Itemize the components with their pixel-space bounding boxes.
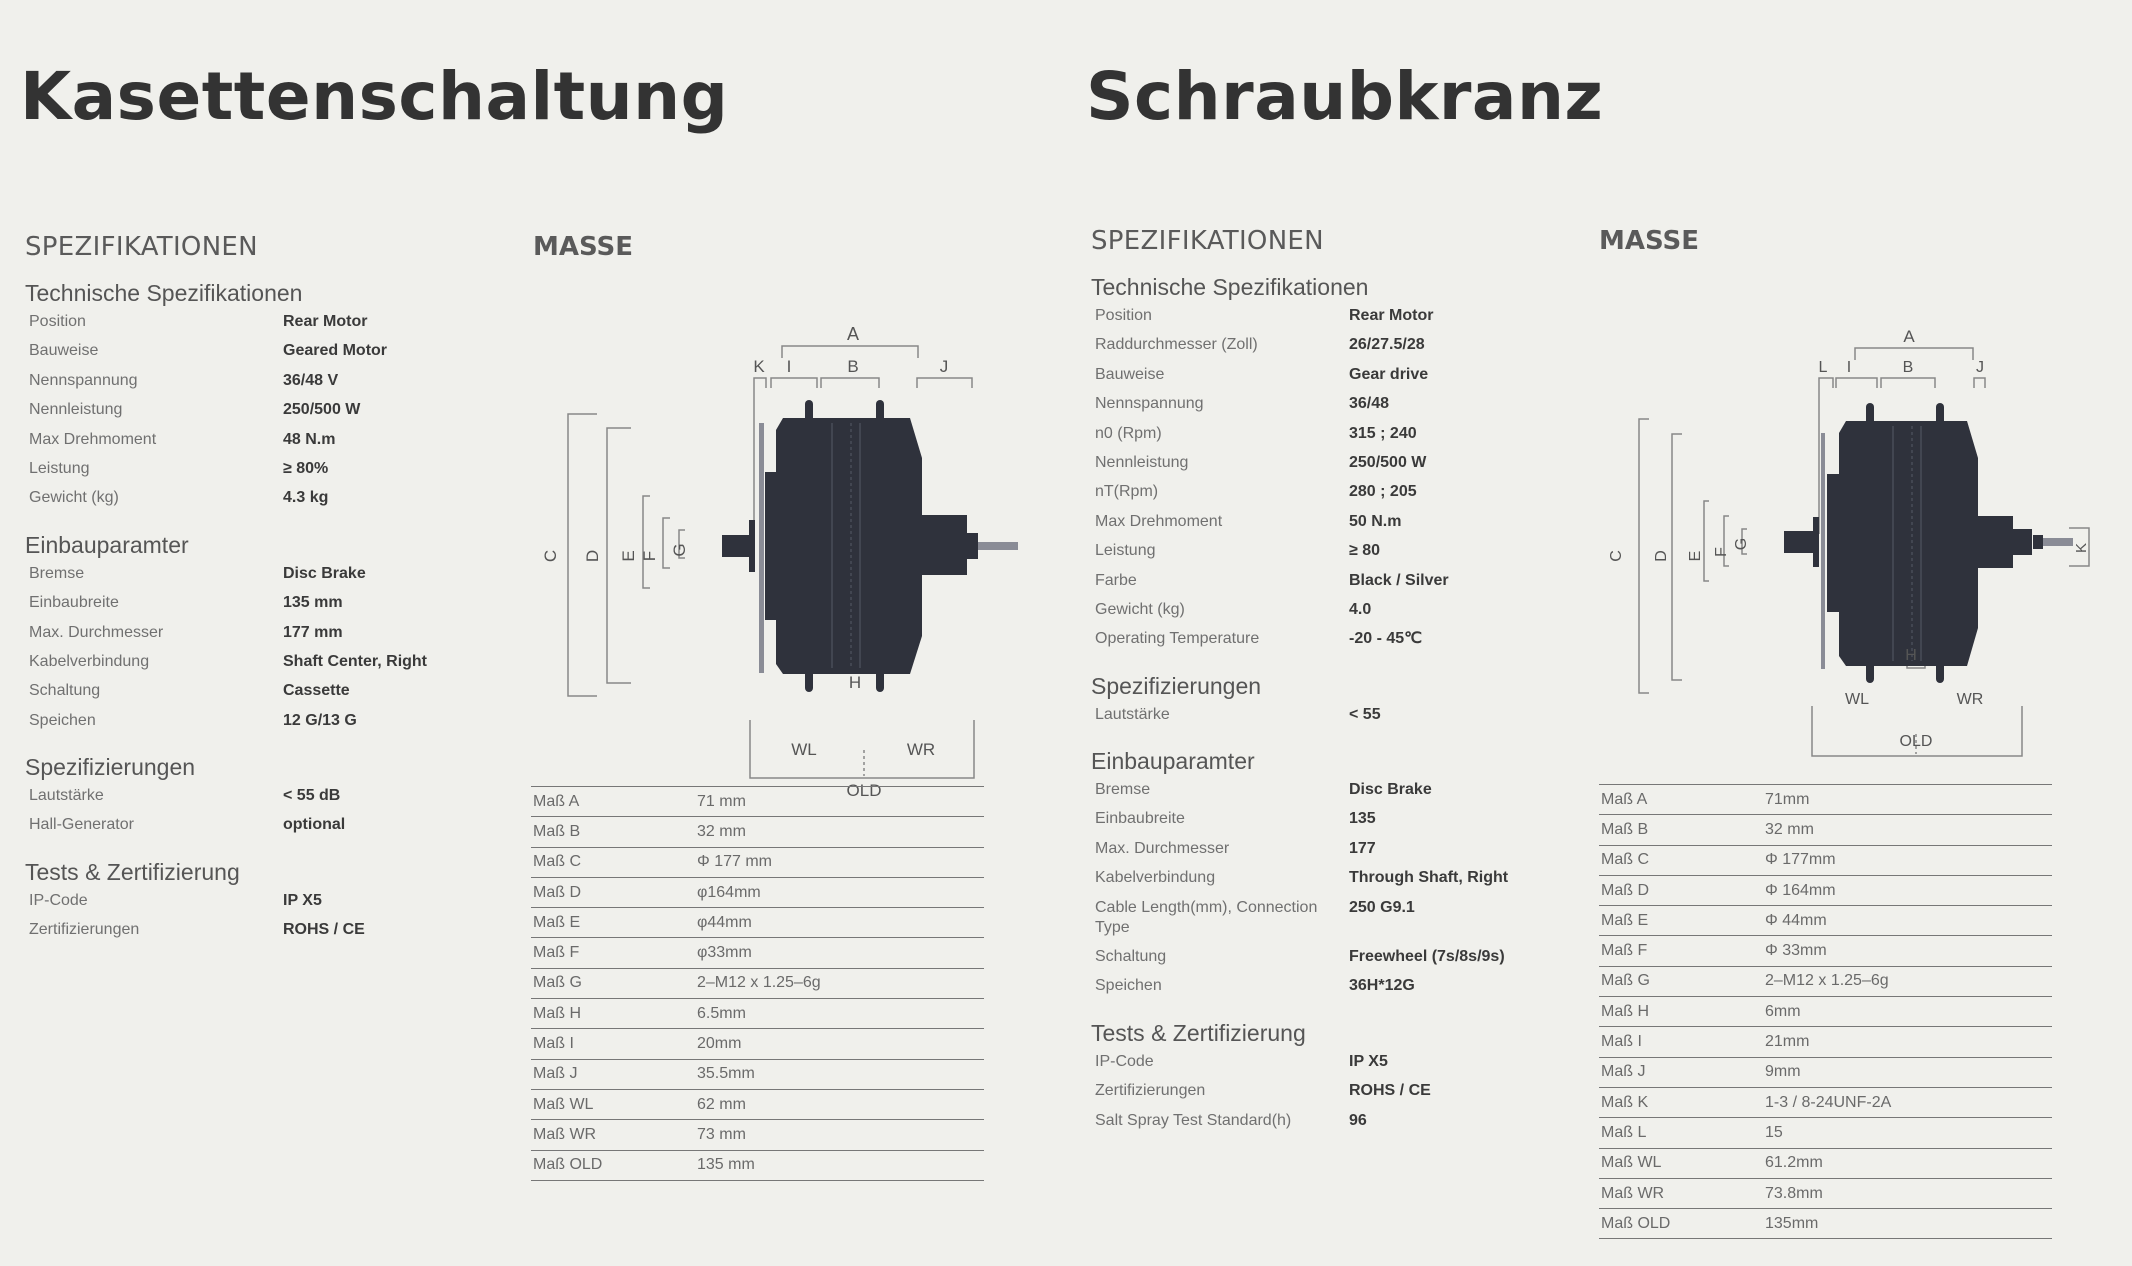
spec-label: Lautstärke bbox=[1095, 705, 1170, 723]
dim-label-c: C bbox=[541, 549, 560, 563]
spec-label: Lautstärke bbox=[29, 787, 104, 805]
dim-label-b: B bbox=[847, 357, 859, 376]
dim-label-e: E bbox=[619, 550, 638, 562]
dimension-value: Φ 33mm bbox=[1763, 936, 2052, 966]
spec-label: Kabelverbindung bbox=[29, 652, 150, 670]
spec-label: Max Drehmoment bbox=[29, 430, 157, 448]
dimension-value: 2–M12 x 1.25–6g bbox=[695, 968, 984, 998]
spec-row bbox=[25, 707, 495, 736]
dim-label-wr: WR bbox=[1956, 691, 1984, 708]
dimension-label: Maß H bbox=[531, 999, 695, 1029]
spec-label: Raddurchmesser (Zoll) bbox=[1095, 336, 1258, 354]
spec-row bbox=[1091, 1107, 1561, 1136]
spec-value: 36H*12G bbox=[1349, 977, 1415, 995]
spec-value: 26/27.5/28 bbox=[1349, 336, 1425, 354]
dim-label-a: A bbox=[1903, 327, 1915, 346]
spec-row bbox=[1091, 478, 1561, 507]
spec-groups bbox=[1091, 274, 1561, 1136]
spec-label: Bremse bbox=[29, 564, 85, 582]
dim-label-e: E bbox=[1687, 550, 1704, 562]
dimension-label: Maß D bbox=[531, 877, 695, 907]
dimension-label: Maß K bbox=[1599, 1087, 1763, 1117]
table-row bbox=[1599, 1148, 2052, 1178]
spec-value: 177 bbox=[1349, 839, 1376, 857]
dimension-value: 9mm bbox=[1763, 1057, 2052, 1087]
dimension-label: Maß F bbox=[531, 938, 695, 968]
spec-value: 4.3 kg bbox=[283, 489, 329, 507]
dimension-label: Maß G bbox=[531, 968, 695, 998]
table-row bbox=[1599, 997, 2052, 1027]
dimension-label: Maß F bbox=[1599, 936, 1763, 966]
spec-row bbox=[25, 589, 495, 618]
spec-value: 135 bbox=[1349, 810, 1376, 828]
dimension-label: Maß A bbox=[1599, 785, 1763, 815]
dim-label-wl: WL bbox=[1845, 691, 1869, 708]
table-row bbox=[531, 877, 984, 907]
spec-value: 177 mm bbox=[283, 623, 343, 641]
spec-row bbox=[1091, 331, 1561, 360]
dimension-value: Φ 164mm bbox=[1763, 875, 2052, 905]
spec-value: Cassette bbox=[283, 682, 350, 700]
dimension-label: Maß G bbox=[1599, 966, 1763, 996]
table-row bbox=[531, 938, 984, 968]
dimension-value: 6mm bbox=[1763, 997, 2052, 1027]
table-row bbox=[1599, 1178, 2052, 1208]
spec-value: Freewheel (7s/8s/9s) bbox=[1349, 948, 1505, 966]
spec-value: Shaft Center, Right bbox=[283, 652, 428, 670]
table-row bbox=[531, 1120, 984, 1150]
spec-row bbox=[1091, 449, 1561, 478]
dimension-value: 6.5mm bbox=[695, 999, 984, 1029]
spec-group bbox=[25, 859, 495, 946]
table-row bbox=[1599, 875, 2052, 905]
spec-row bbox=[1091, 508, 1561, 537]
spec-row bbox=[1091, 701, 1561, 730]
dimension-value: 35.5mm bbox=[695, 1059, 984, 1089]
spec-row bbox=[1091, 1077, 1561, 1106]
spec-label: Leistung bbox=[29, 459, 90, 477]
table-row bbox=[531, 999, 984, 1029]
spec-label: Salt Spray Test Standard(h) bbox=[1095, 1111, 1292, 1129]
spec-group bbox=[1091, 748, 1561, 1002]
spec-row bbox=[1091, 420, 1561, 449]
dimension-value: 62 mm bbox=[695, 1089, 984, 1119]
spec-label: IP-Code bbox=[29, 891, 88, 909]
dimension-value: φ164mm bbox=[695, 877, 984, 907]
dim-label-b: B bbox=[1902, 359, 1914, 376]
spec-label: Max. Durchmesser bbox=[29, 623, 164, 641]
spec-group bbox=[25, 754, 495, 841]
dim-label-h: H bbox=[848, 673, 862, 692]
dim-label-g: G bbox=[1733, 537, 1750, 551]
spec-row bbox=[25, 484, 495, 513]
spec-value: 280 ; 205 bbox=[1349, 483, 1417, 501]
dimension-value: φ33mm bbox=[695, 938, 984, 968]
dimension-value: 73.8mm bbox=[1763, 1178, 2052, 1208]
dimension-value: Φ 177mm bbox=[1763, 845, 2052, 875]
spec-label: Gewicht (kg) bbox=[1095, 600, 1185, 618]
dimension-label: Maß C bbox=[531, 847, 695, 877]
masse-heading: MASSE bbox=[1599, 226, 1700, 256]
table-row bbox=[1599, 936, 2052, 966]
spec-row bbox=[1091, 390, 1561, 419]
spec-value: Rear Motor bbox=[1349, 307, 1434, 324]
table-row bbox=[531, 968, 984, 998]
dimension-value: Φ 44mm bbox=[1763, 906, 2052, 936]
spec-row bbox=[25, 367, 495, 396]
spec-label: Gewicht (kg) bbox=[29, 489, 119, 507]
dimension-value: 15 bbox=[1763, 1118, 2052, 1148]
dim-label-d: D bbox=[1653, 550, 1670, 562]
table-row bbox=[531, 787, 984, 817]
dimension-value: 71 mm bbox=[695, 787, 984, 817]
dimension-label: Maß A bbox=[531, 787, 695, 817]
spec-row bbox=[25, 455, 495, 484]
spec-label: Speichen bbox=[29, 711, 96, 729]
spec-row bbox=[1091, 776, 1561, 805]
spec-value: 36/48 bbox=[1349, 395, 1390, 413]
spec-value: Gear drive bbox=[1349, 365, 1429, 383]
spec-label: Einbaubreite bbox=[29, 594, 119, 612]
dimension-label: Maß I bbox=[531, 1029, 695, 1059]
spec-value: < 55 bbox=[1349, 705, 1381, 723]
dimension-table bbox=[531, 786, 984, 1181]
dim-label-old: OLD bbox=[1899, 733, 1933, 750]
spec-label: Cable Length(mm), Connection Type bbox=[1095, 898, 1318, 936]
spec-label: Operating Temperature bbox=[1095, 630, 1260, 648]
spec-row bbox=[25, 782, 495, 811]
spec-group bbox=[25, 532, 495, 736]
spec-label: Max. Durchmesser bbox=[1095, 839, 1230, 857]
dimension-label: Maß WL bbox=[531, 1089, 695, 1119]
spec-label: Bauweise bbox=[1095, 365, 1165, 383]
table-row bbox=[531, 1059, 984, 1089]
spec-row bbox=[25, 396, 495, 425]
spec-value: < 55 dB bbox=[283, 787, 341, 805]
spec-label: Nennspannung bbox=[1095, 395, 1204, 413]
spec-label: Einbaubreite bbox=[1095, 810, 1185, 828]
dimension-label: Maß B bbox=[1599, 815, 1763, 845]
dimension-label: Maß D bbox=[1599, 875, 1763, 905]
dim-label-wl: WL bbox=[791, 740, 817, 759]
dimension-value: 61.2mm bbox=[1763, 1148, 2052, 1178]
spec-row bbox=[1091, 1048, 1561, 1077]
dim-label-f: F bbox=[640, 550, 659, 562]
dimension-label: Maß H bbox=[1599, 997, 1763, 1027]
spec-value: Disc Brake bbox=[283, 564, 366, 582]
spec-value: Geared Motor bbox=[283, 342, 388, 360]
dimension-value: 135mm bbox=[1763, 1209, 2052, 1239]
spec-value: ROHS / CE bbox=[283, 921, 365, 939]
table-row bbox=[1599, 1118, 2052, 1148]
dim-label-k: K bbox=[2073, 542, 2090, 554]
dimension-label: Maß OLD bbox=[531, 1150, 695, 1180]
spec-value: ≥ 80% bbox=[283, 459, 329, 477]
dimension-label: Maß E bbox=[531, 908, 695, 938]
dimension-table bbox=[1599, 784, 2052, 1239]
table-row bbox=[1599, 1209, 2052, 1239]
spec-group bbox=[1091, 1020, 1561, 1136]
spec-label: n0 (Rpm) bbox=[1095, 424, 1162, 442]
spec-row bbox=[1091, 894, 1561, 943]
spec-group-heading: Technische Spezifikationen bbox=[1091, 274, 1369, 300]
spec-label: Farbe bbox=[1095, 571, 1137, 589]
spec-label: Kabelverbindung bbox=[1095, 869, 1216, 887]
dimension-label: Maß C bbox=[1599, 845, 1763, 875]
spec-value: 315 ; 240 bbox=[1349, 424, 1417, 442]
spec-row bbox=[25, 619, 495, 648]
dim-label-wr: WR bbox=[906, 740, 936, 759]
dimension-label: Maß E bbox=[1599, 906, 1763, 936]
dimension-label: Maß B bbox=[531, 817, 695, 847]
spec-label: Nennleistung bbox=[29, 401, 123, 419]
spec-row bbox=[1091, 943, 1561, 972]
spec-heading: SPEZIFIKATIONEN bbox=[1091, 226, 1324, 256]
spec-value: ≥ 80 bbox=[1349, 542, 1381, 560]
table-row bbox=[1599, 1087, 2052, 1117]
dim-label-k: K bbox=[753, 357, 765, 376]
dimension-value: 2–M12 x 1.25–6g bbox=[1763, 966, 2052, 996]
spec-label: IP-Code bbox=[1095, 1052, 1154, 1070]
spec-group-heading: Einbauparamter bbox=[25, 531, 189, 558]
table-row bbox=[1599, 785, 2052, 815]
spec-group bbox=[1091, 673, 1561, 730]
spec-label: Schaltung bbox=[1095, 948, 1167, 966]
spec-label: Nennleistung bbox=[1095, 453, 1189, 471]
table-row bbox=[1599, 845, 2052, 875]
spec-label: Schaltung bbox=[29, 682, 101, 700]
dim-label-l: L bbox=[1818, 359, 1828, 376]
spec-value: IP X5 bbox=[283, 891, 322, 909]
spec-row bbox=[1091, 835, 1561, 864]
spec-label: Position bbox=[1095, 307, 1152, 324]
spec-row bbox=[25, 648, 495, 677]
masse-heading: MASSE bbox=[533, 232, 634, 262]
dimension-value: 20mm bbox=[695, 1029, 984, 1059]
spec-label: Hall-Generator bbox=[29, 816, 134, 834]
dimension-value: 21mm bbox=[1763, 1027, 2052, 1057]
spec-label: Bauweise bbox=[29, 342, 99, 360]
spec-value: ROHS / CE bbox=[1349, 1082, 1431, 1100]
spec-value: 135 mm bbox=[283, 594, 343, 612]
dimension-label: Maß I bbox=[1599, 1027, 1763, 1057]
page-title-freewheel: Schraubkranz bbox=[1086, 58, 1604, 135]
spec-row bbox=[25, 308, 495, 337]
spec-label: Max Drehmoment bbox=[1095, 512, 1223, 530]
table-row bbox=[1599, 906, 2052, 936]
spec-value: IP X5 bbox=[1349, 1052, 1388, 1070]
spec-label: Leistung bbox=[1095, 542, 1156, 560]
table-row bbox=[531, 847, 984, 877]
spec-value: 4.0 bbox=[1349, 600, 1372, 618]
spec-group-heading: Tests & Zertifizierung bbox=[25, 858, 240, 885]
dim-label-c: C bbox=[1608, 550, 1625, 562]
dim-label-j: J bbox=[939, 357, 949, 376]
spec-row bbox=[25, 916, 495, 945]
spec-label: nT(Rpm) bbox=[1095, 483, 1159, 501]
dim-label-i: I bbox=[1846, 359, 1852, 376]
spec-row bbox=[25, 887, 495, 916]
table-row bbox=[1599, 1027, 2052, 1057]
dim-label-f: F bbox=[1713, 547, 1730, 557]
dimension-value: 73 mm bbox=[695, 1120, 984, 1150]
table-row bbox=[531, 1029, 984, 1059]
spec-row bbox=[25, 560, 495, 589]
spec-group-heading: Einbauparamter bbox=[1091, 748, 1255, 775]
spec-label: Position bbox=[29, 313, 86, 330]
spec-label: Bremse bbox=[1095, 781, 1151, 799]
spec-block bbox=[25, 232, 495, 964]
dimension-label: Maß J bbox=[1599, 1057, 1763, 1087]
dimension-value: 1-3 / 8-24UNF-2A bbox=[1763, 1087, 2052, 1117]
spec-value: Through Shaft, Right bbox=[1349, 869, 1509, 887]
spec-value: 250 G9.1 bbox=[1349, 898, 1415, 916]
spec-label: Zertifizierungen bbox=[1095, 1082, 1206, 1100]
spec-value: 96 bbox=[1349, 1111, 1367, 1129]
spec-heading: SPEZIFIKATIONEN bbox=[25, 232, 258, 262]
dimension-value: 71mm bbox=[1763, 785, 2052, 815]
hub-motor-diagram bbox=[1599, 276, 2089, 761]
spec-value: Black / Silver bbox=[1349, 571, 1449, 589]
dimension-label: Maß J bbox=[531, 1059, 695, 1089]
dimension-label: Maß OLD bbox=[1599, 1209, 1763, 1239]
spec-value: 250/500 W bbox=[1349, 453, 1427, 471]
spec-row bbox=[1091, 567, 1561, 596]
dimension-label: Maß WR bbox=[1599, 1178, 1763, 1208]
dimension-value: φ44mm bbox=[695, 908, 984, 938]
spec-label: Speichen bbox=[1095, 977, 1162, 995]
dim-label-h: H bbox=[1905, 647, 1917, 664]
spec-label: Zertifizierungen bbox=[29, 921, 140, 939]
spec-row bbox=[25, 677, 495, 706]
dimension-label: Maß WL bbox=[1599, 1148, 1763, 1178]
spec-row bbox=[25, 811, 495, 840]
dimension-label: Maß WR bbox=[531, 1120, 695, 1150]
dim-label-j: J bbox=[1976, 359, 1984, 376]
spec-group-heading: Spezifizierungen bbox=[1091, 672, 1262, 699]
spec-value: 250/500 W bbox=[283, 401, 361, 419]
spec-group-heading: Technische Spezifikationen bbox=[25, 280, 303, 306]
spec-value: 50 N.m bbox=[1349, 512, 1402, 530]
spec-value: -20 - 45℃ bbox=[1349, 630, 1423, 648]
table-row bbox=[1599, 815, 2052, 845]
table-row bbox=[531, 1150, 984, 1180]
spec-group bbox=[25, 280, 495, 514]
dimension-value: 135 mm bbox=[695, 1150, 984, 1180]
spec-row bbox=[1091, 302, 1561, 331]
table-row bbox=[1599, 1057, 2052, 1087]
spec-row bbox=[25, 426, 495, 455]
spec-row bbox=[1091, 805, 1561, 834]
spec-value: 12 G/13 G bbox=[283, 711, 357, 729]
table-row bbox=[1599, 966, 2052, 996]
spec-row bbox=[1091, 537, 1561, 566]
spec-row bbox=[1091, 361, 1561, 390]
spec-row bbox=[1091, 864, 1561, 893]
dimension-value: Φ 177 mm bbox=[695, 847, 984, 877]
spec-row bbox=[1091, 625, 1561, 654]
table-row bbox=[531, 817, 984, 847]
spec-value: 36/48 V bbox=[283, 371, 339, 389]
spec-groups bbox=[25, 280, 495, 946]
dim-label-old: OLD bbox=[846, 781, 882, 800]
dimension-label: Maß L bbox=[1599, 1118, 1763, 1148]
dimension-value: 32 mm bbox=[695, 817, 984, 847]
spec-row bbox=[25, 337, 495, 366]
spec-row bbox=[1091, 972, 1561, 1001]
page-title-cassette: Kasettenschaltung bbox=[20, 58, 729, 135]
spec-value: Rear Motor bbox=[283, 313, 368, 330]
spec-label: Nennspannung bbox=[29, 371, 138, 389]
dimension-value: 32 mm bbox=[1763, 815, 2052, 845]
spec-value: Disc Brake bbox=[1349, 781, 1432, 799]
spec-value: 48 N.m bbox=[283, 430, 336, 448]
spec-block bbox=[1091, 226, 1561, 1154]
spec-group-heading: Tests & Zertifizierung bbox=[1091, 1019, 1306, 1046]
spec-row bbox=[1091, 596, 1561, 625]
hub-motor-diagram bbox=[533, 278, 1023, 800]
dim-label-i: I bbox=[786, 357, 792, 376]
table-row bbox=[531, 1089, 984, 1119]
dim-label-g: G bbox=[670, 543, 689, 557]
table-row bbox=[531, 908, 984, 938]
spec-group-heading: Spezifizierungen bbox=[25, 754, 196, 781]
dim-label-d: D bbox=[583, 549, 602, 563]
spec-group bbox=[1091, 274, 1561, 655]
dim-label-a: A bbox=[846, 324, 860, 344]
spec-value: optional bbox=[283, 816, 346, 834]
